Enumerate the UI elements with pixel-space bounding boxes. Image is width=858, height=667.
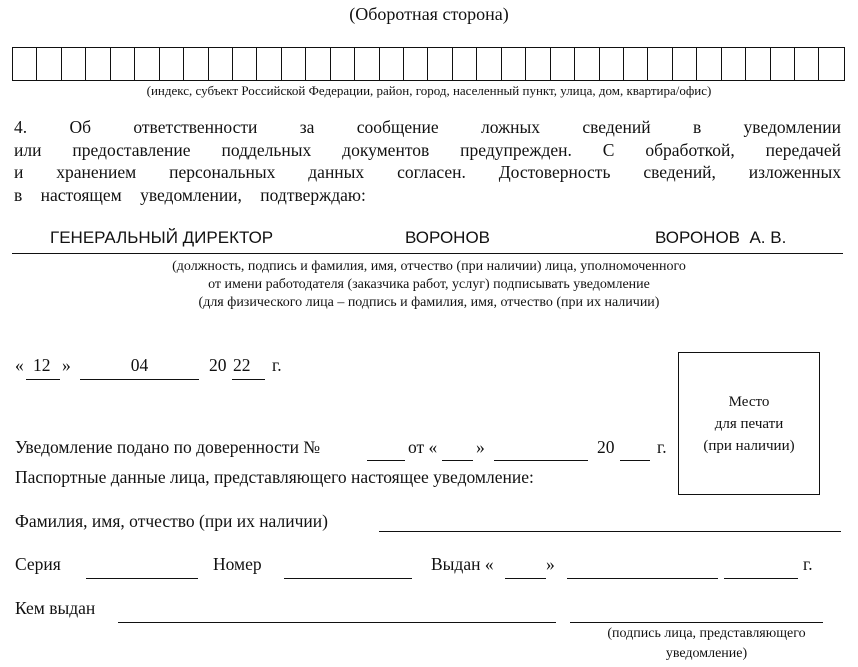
issued-by-label: Кем выдан — [15, 598, 96, 618]
address-cell[interactable] — [282, 48, 306, 80]
address-cell[interactable] — [184, 48, 208, 80]
stamp-line: (при наличии) — [703, 437, 795, 454]
fio-label: Фамилия, имя, отчество (при их наличии) — [15, 511, 328, 531]
signatory-caption-1: (должность, подпись и фамилия, имя, отчество (при наличии) лица, уполномоченного — [172, 259, 686, 274]
signatory-full-name: ВОРОНОВ А. В. — [655, 228, 787, 247]
paragraph-line: в настоящем уведомлении, подтверждаю: — [14, 184, 366, 205]
signatory-line — [12, 253, 843, 254]
stamp-placeholder — [678, 352, 820, 495]
address-cell[interactable] — [111, 48, 135, 80]
address-cell[interactable] — [575, 48, 599, 80]
address-cell[interactable] — [795, 48, 819, 80]
address-cell[interactable] — [380, 48, 404, 80]
address-cell[interactable] — [551, 48, 575, 80]
address-cell[interactable] — [13, 48, 37, 80]
poa-year-field[interactable] — [620, 460, 650, 461]
address-cell[interactable] — [86, 48, 110, 80]
address-cell[interactable] — [600, 48, 624, 80]
number-label: Номер — [213, 554, 262, 574]
address-cell[interactable] — [673, 48, 697, 80]
address-cell[interactable] — [771, 48, 795, 80]
address-grid — [12, 47, 845, 81]
address-cell[interactable] — [135, 48, 159, 80]
issued-by-field[interactable] — [118, 622, 556, 623]
poa-day-field[interactable] — [442, 460, 473, 461]
address-cell[interactable] — [746, 48, 770, 80]
date-year-line — [232, 379, 265, 380]
address-cell[interactable] — [502, 48, 526, 80]
address-cell[interactable] — [648, 48, 672, 80]
address-cell[interactable] — [233, 48, 257, 80]
address-caption: (индекс, субъект Российской Федерации, район, город, населенный пункт, улица, дом, квартира/офис) — [146, 83, 712, 98]
signature-caption-2: уведомление) — [665, 646, 748, 661]
address-cell[interactable] — [37, 48, 61, 80]
number-field[interactable] — [284, 578, 412, 579]
series-field[interactable] — [86, 578, 198, 579]
stamp-line: для печати — [714, 415, 784, 432]
address-cell[interactable] — [428, 48, 452, 80]
date-open-quote: « — [15, 355, 24, 375]
poa-label: Уведомление подано по доверенности № — [15, 437, 321, 457]
address-cell[interactable] — [331, 48, 355, 80]
section-4-paragraph — [14, 116, 841, 206]
signatory-signature: ВОРОНОВ — [405, 228, 491, 247]
address-cell[interactable] — [355, 48, 379, 80]
date-close-quote: » — [62, 355, 71, 375]
fio-field[interactable] — [379, 531, 841, 532]
signatory-position: ГЕНЕРАЛЬНЫЙ ДИРЕКТОР — [50, 228, 274, 247]
poa-number-field[interactable] — [367, 460, 405, 461]
address-cell[interactable] — [624, 48, 648, 80]
paragraph-line: или предоставление поддельных документов предупрежден. С обработкой, передачей — [14, 139, 841, 160]
date-year-suffix[interactable]: 22 — [233, 355, 251, 375]
date-month[interactable]: 04 — [130, 355, 149, 375]
date-month-line — [80, 379, 199, 380]
paragraph-line: 4. Об ответственности за сообщение ложных сведений в уведомлении — [14, 117, 841, 137]
address-cell[interactable] — [306, 48, 330, 80]
address-cell[interactable] — [453, 48, 477, 80]
issued-year-field[interactable] — [724, 578, 798, 579]
poa-from-label: от « — [408, 437, 438, 457]
signatory-caption-3: (для физического лица – подпись и фамилия, имя, отчество (при их наличии) — [198, 295, 660, 310]
address-cell[interactable] — [697, 48, 721, 80]
address-cell[interactable] — [62, 48, 86, 80]
address-cell[interactable] — [160, 48, 184, 80]
passport-heading: Паспортные данные лица, представляющего настоящее уведомление: — [15, 467, 534, 487]
issued-day-field[interactable] — [505, 578, 546, 579]
representative-signature-field[interactable] — [570, 622, 823, 623]
date-year-prefix: 20 — [209, 355, 227, 375]
address-cell[interactable] — [209, 48, 233, 80]
address-cell[interactable] — [477, 48, 501, 80]
series-label: Серия — [15, 554, 61, 574]
stamp-line: Место — [728, 393, 770, 410]
signature-caption-1: (подпись лица, представляющего — [607, 626, 806, 641]
poa-year-label: г. — [657, 437, 667, 457]
date-year-label: г. — [272, 355, 282, 375]
issued-month-field[interactable] — [567, 578, 718, 579]
address-cell[interactable] — [819, 48, 843, 80]
date-day[interactable]: 12 — [33, 355, 51, 375]
issued-year-label: г. — [803, 554, 813, 574]
address-cell[interactable] — [722, 48, 746, 80]
poa-close-quote: » — [476, 437, 485, 457]
address-cell[interactable] — [404, 48, 428, 80]
paragraph-line: и хранением персональных данных согласен. Достоверность сведений, изложенных — [14, 162, 841, 182]
poa-year-prefix: 20 — [597, 437, 615, 457]
issued-close-quote: » — [546, 554, 555, 574]
address-cell[interactable] — [526, 48, 550, 80]
date-day-line — [26, 379, 60, 380]
signatory-caption-2: от имени работодателя (заказчика работ, услуг) подписывать уведомление — [208, 277, 650, 292]
address-cell[interactable] — [257, 48, 281, 80]
poa-month-field[interactable] — [494, 460, 588, 461]
page-title: (Оборотная сторона) — [349, 4, 509, 24]
issued-label: Выдан « — [431, 554, 494, 574]
